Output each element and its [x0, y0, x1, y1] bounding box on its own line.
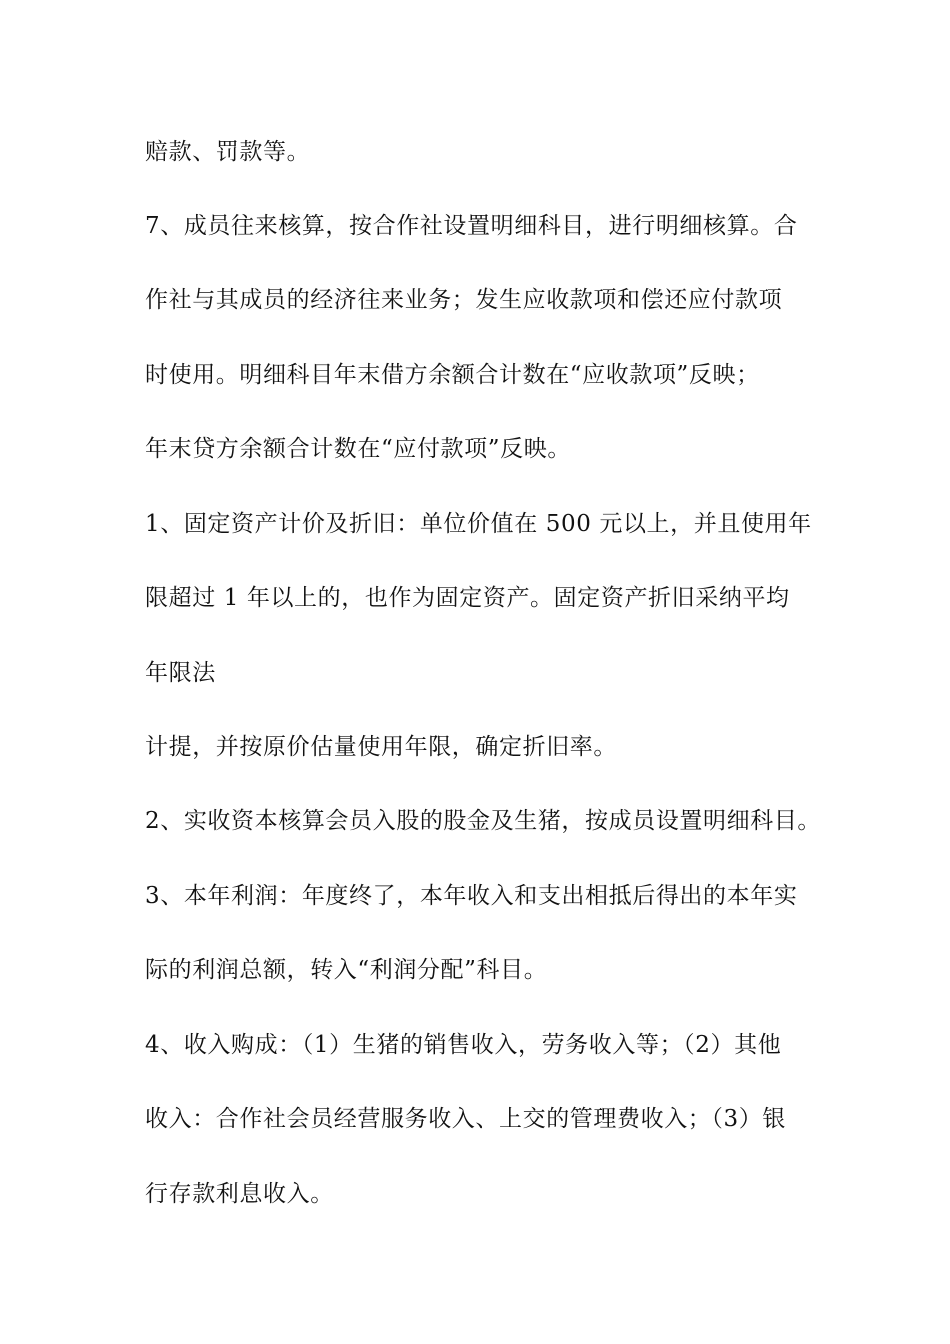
text-line: 时使用。明细科目年末借方余额合计数在“应收款项”反映； [145, 362, 760, 388]
text-line: 3、本年利润：年度终了，本年收入和支出相抵后得出的本年实 [145, 883, 798, 909]
text-line: 限超过 1 年以上的，也作为固定资产。固定资产折旧采纳平均 [145, 585, 790, 611]
text-line: 4、收入购成：（1）生猪的销售收入，劳务收入等；（2）其他 [145, 1032, 782, 1058]
text-line: 赔款、罚款等。 [145, 139, 311, 165]
text-line: 际的利润总额，转入“利润分配”科目。 [145, 957, 548, 983]
text-line: 行存款利息收入。 [145, 1181, 334, 1207]
text-line: 收入：合作社会员经营服务收入、上交的管理费收入；（3）银 [145, 1106, 786, 1132]
text-line: 作社与其成员的经济往来业务；发生应收款项和偿还应付款项 [145, 287, 783, 313]
text-line: 年末贷方余额合计数在“应付款项”反映。 [145, 436, 571, 462]
text-line: 2、实收资本核算会员入股的股金及生猪，按成员设置明细科目。 [145, 808, 822, 834]
text-line: 年限法 [145, 660, 216, 686]
text-line: 计提，并按原价估量使用年限，确定折旧率。 [145, 734, 617, 760]
text-line: 7、成员往来核算，按合作社设置明细科目，进行明细核算。合 [145, 213, 798, 239]
text-line: 1、固定资产计价及折旧：单位价值在 500 元以上，并且使用年 [145, 511, 812, 537]
